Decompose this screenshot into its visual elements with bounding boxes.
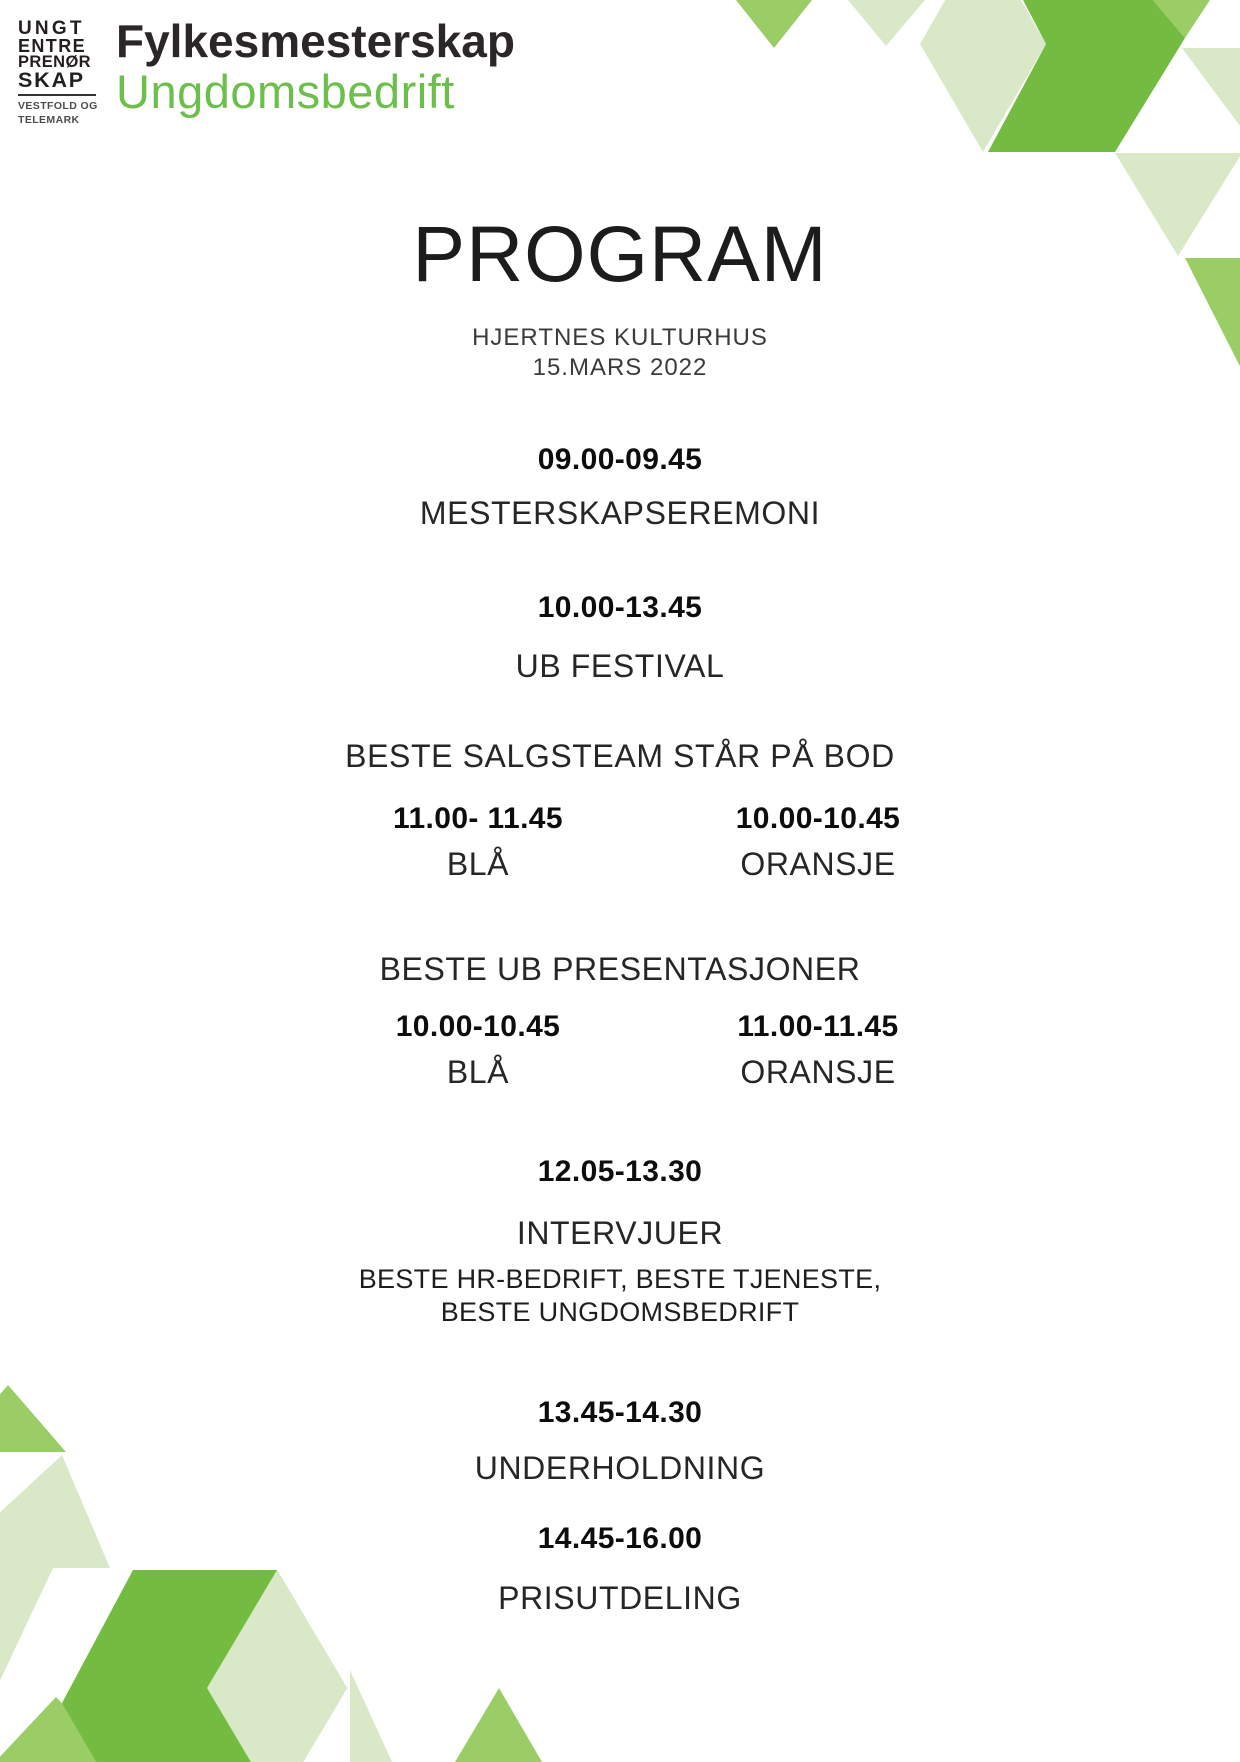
event-ceremony: MESTERSKAPSEREMONI [419,495,821,531]
organizer-logo [18,20,104,127]
logo-text-line: SKAP [18,68,85,93]
time-presentasjoner-bla: 10.00-10.45 [395,1010,561,1043]
logo-divider [18,94,96,96]
triangle-shape [0,1697,118,1762]
time-salgsteam-oransje: 10.00-10.45 [735,802,901,835]
presentasjoner-names-row [308,1054,988,1091]
group-bla: BLÅ [446,846,510,882]
logo-text-line: UNGT [18,18,85,39]
group-bla: BLÅ [446,1054,510,1090]
brand-title: Fylkesmesterskap [116,15,515,67]
heading-presentasjoner: BESTE UB PRESENTASJONER [379,951,861,987]
salgsteam-names-row [308,846,988,883]
triangle-shape [1153,0,1210,38]
diamond-shape [920,0,1046,152]
time-underholdning: 13.45-14.30 [537,1396,703,1429]
time-salgsteam-bla: 11.00- 11.45 [393,802,563,835]
page-title: PROGRAM [412,209,828,298]
logo-region-line: TELEMARK [18,113,80,126]
triangle-shape [1182,48,1240,134]
triangle-shape [455,1688,542,1762]
group-oransje: ORANSJE [740,1054,896,1090]
logo-text-line: ENTRE [18,35,87,56]
event-festival: UB FESTIVAL [515,648,725,684]
time-prisutdeling: 14.45-16.00 [537,1522,703,1555]
event-intervjuer: INTERVJUER [516,1215,724,1251]
heading-salgsteam: BESTE SALGSTEAM STÅR PÅ BOD [345,738,895,774]
group-oransje: ORANSJE [740,846,896,882]
date-text: 15.MARS 2022 [532,354,708,381]
logo-text-line: PRENØR [18,52,91,71]
event-prisutdeling: PRISUTDELING [498,1580,742,1616]
venue-text: HJERTNES KULTURHUS [472,324,768,351]
brand-subtitle: Ungdomsbedrift [116,64,455,118]
chevron-shape [988,0,1185,152]
event-underholdning: UNDERHOLDNING [474,1450,766,1486]
presentasjoner-times-row [308,1010,988,1044]
triangle-shape [848,0,925,46]
salgsteam-times-row [308,802,988,836]
logo-region-line: VESTFOLD OG [18,100,98,113]
time-intervjuer: 12.05-13.30 [537,1155,703,1188]
time-presentasjoner-oransje: 11.00-11.45 [737,1010,899,1043]
triangle-shape [350,1670,392,1762]
intervjuer-detail-line: BESTE HR-BEDRIFT, BESTE TJENESTE, [358,1264,882,1294]
time-festival: 10.00-13.45 [537,591,703,624]
time-ceremony: 09.00-09.45 [537,443,703,476]
event-brand [116,15,515,118]
triangle-shape [736,0,812,48]
intervjuer-detail-line: BESTE UNGDOMSBEDRIFT [440,1297,800,1327]
